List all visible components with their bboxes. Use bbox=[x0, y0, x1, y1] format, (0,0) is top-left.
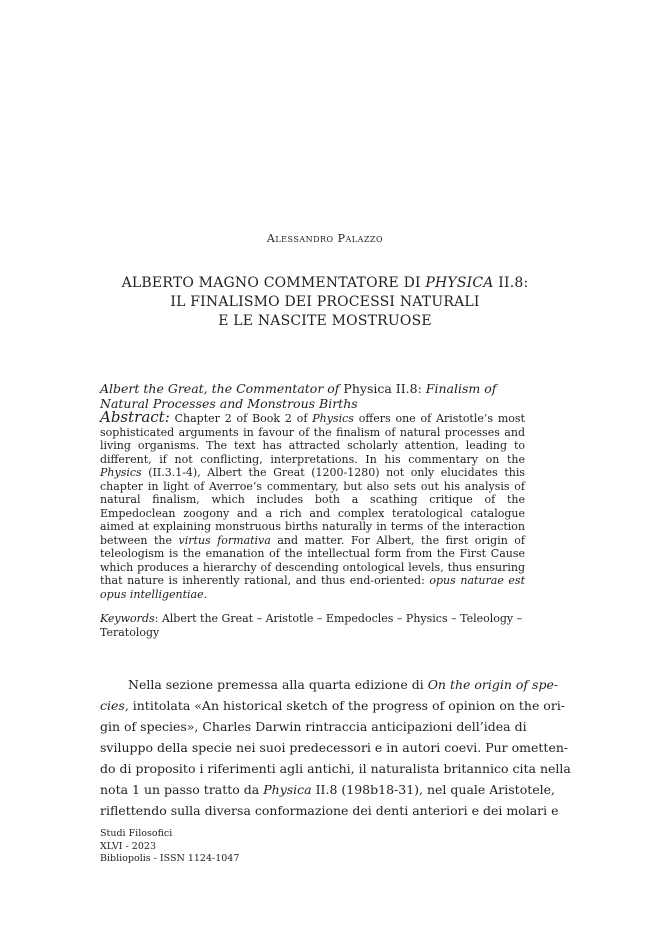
article-title bbox=[60, 274, 590, 331]
body-paragraph bbox=[100, 674, 571, 821]
body-line: sviluppo della specie nei suoi predecessori e in autori coevi. Pur ometten- bbox=[100, 740, 569, 755]
body-line: gin of species», Charles Darwin rintraccia anticipazioni dell’idea di bbox=[100, 719, 527, 734]
body-line: nota 1 un passo tratto da Physica II.8 (198b18-31), nel quale Aristotele, bbox=[100, 782, 556, 797]
abstract-block bbox=[100, 381, 525, 601]
keywords bbox=[100, 612, 525, 640]
title-line-2: IL FINALISMO DEI PROCESSI NATURALI bbox=[170, 294, 480, 310]
title-line-3: E LE NASCITE MOSTRUOSE bbox=[218, 313, 432, 329]
abstract-text: Abstract: Chapter 2 of Book 2 of Physics offers one of Aristotle’s most sophisticated arguments in favour of the finalism of natural processes and living organisms. The text has attracted scholarly attention, leading to different, if not conflicting, interpretations. In his commentary on the Physics (II.3.1-4), Albert the Great (1200-1280) not only elucidates this chapter in light of Averroe’s commentary, but also sets out his analysis of natural finalism, which includes both a scathing critique of the Empedoclean zoogony and a rich and complex teratological catalogue aimed at explaining monstruous births naturally in terms of the interaction between the virtus formativa and matter. For Albert, the first origin of teleologism is the emanation of the intellectual form from the First Cause which produces a hierarchy of descending ontological levels, thus ensuring that nature is inherently rational, and thus end-oriented: opus naturae est opus intelligentiae. bbox=[100, 408, 526, 601]
journal-volume: XLVI - 2023 bbox=[100, 840, 156, 852]
body-line: Nella sezione premessa alla quarta edizione di On the origin of spe- bbox=[128, 677, 559, 692]
journal-publisher: Bibliopolis - ISSN 1124-1047 bbox=[100, 853, 240, 864]
journal-footer bbox=[100, 828, 239, 866]
keywords-list: : Albert the Great – Aristotle – Empedocles – Physics – Teleology – Teratology bbox=[100, 612, 523, 639]
body-line: do di proposito i riferimenti agli antichi, il naturalista britannico cita nella bbox=[100, 761, 571, 776]
body-line: riflettendo sulla diversa conformazione dei denti anteriori e dei molari e bbox=[100, 803, 559, 818]
abstract-label: Abstract: bbox=[100, 408, 170, 426]
english-title: Albert the Great, the Commentator of Physica II.8: Finalism of Natural Processes and Monstrous Births bbox=[100, 381, 497, 411]
body-line: cies, intitolata «An historical sketch of the progress of opinion on the ori- bbox=[100, 698, 566, 713]
author-name: Alessandro Palazzo bbox=[266, 232, 384, 245]
journal-name: Studi Filosofici bbox=[100, 828, 173, 839]
keywords-label: Keywords bbox=[100, 612, 155, 625]
title-line-1: ALBERTO MAGNO COMMENTATORE DI PHYSICA II.8: bbox=[121, 275, 529, 291]
